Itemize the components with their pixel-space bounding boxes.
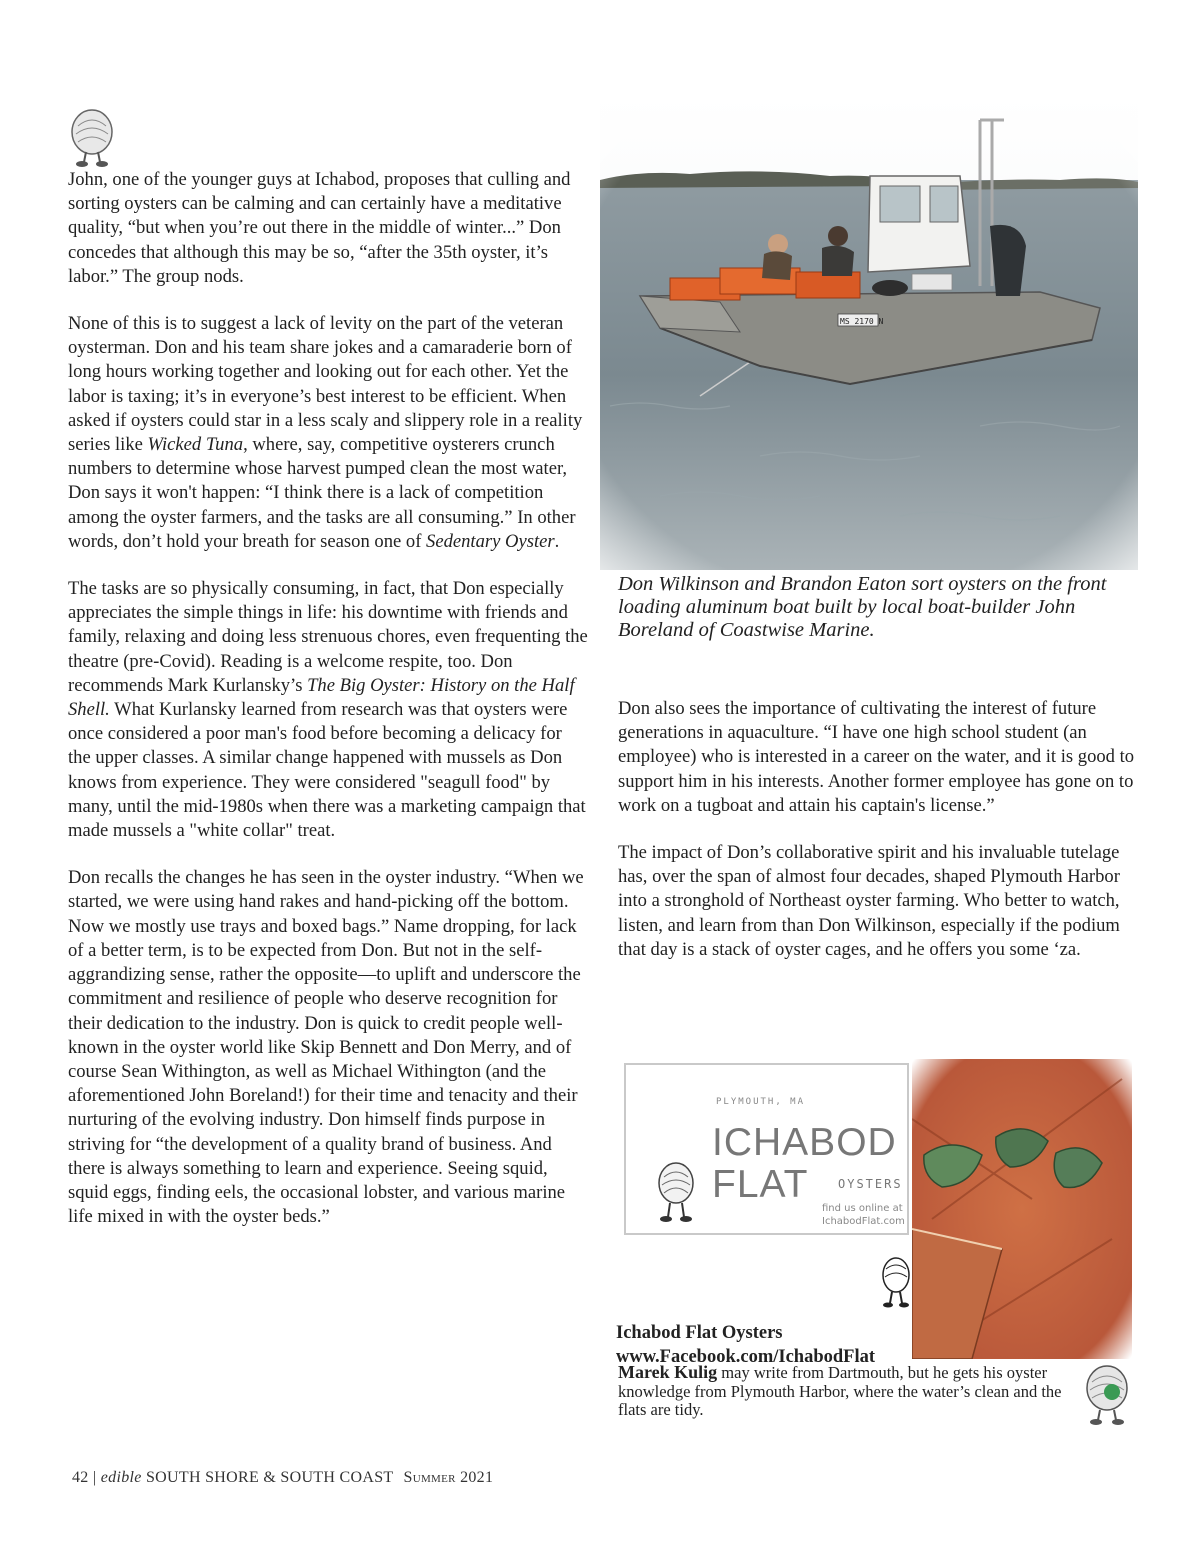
footer-separator: | bbox=[92, 1469, 97, 1486]
ad-location: PLYMOUTH, MA bbox=[716, 1097, 806, 1107]
paragraph: John, one of the younger guys at Ichabod, proposes that culling and sorting oysters can be calming and can certainly have a meditative quality, “but when you’re out there in the middle of winter...” Don concedes that although this may be so, “after the 35th oyster, it’s labor.” The group nods. bbox=[68, 169, 571, 287]
author-bio: Marek Kulig may write from Dartmouth, but he gets his oyster knowledge from Plymouth Harbor, where the water’s clean and the flats are tidy. bbox=[618, 1362, 1062, 1419]
right-column bbox=[618, 697, 1138, 985]
photo-caption: Don Wilkinson and Brandon Eaton sort oysters on the front loading aluminum boat built by local boat-builder John Boreland of Coastwise Marine. bbox=[618, 573, 1107, 641]
ad-subtitle: OYSTERS bbox=[838, 1177, 903, 1191]
paragraph: Don recalls the changes he has seen in the oyster industry. “When we started, we were using hand rakes and hand-picking off the bottom. Now we mostly use trays and boxed bags.” Name dropping, for lack of a better term, is to be expected from Don. But not in the self-aggrandizing sense, rather the opposite—to uplift and underscore the commitment and resilience of people who deserve recognition for their dedication to the industry. Don is quick to credit people well-known in the oyster world like Skip Bennett and Don Merry, and of course Sean Withington, as well as Michael Withington (and the aforementioned John Boreland!) for their time and tenacity and their nurturing of the evolving industry. Don himself finds purpose in striving for “the development of a quality brand of business. And there is always something to learn and experience. Seeing squid, squid eggs, finding eels, the occasional lobster, and various marine life mixed in with the oyster beds.” bbox=[68, 867, 584, 1228]
paragraph: The impact of Don’s collaborative spirit and his invaluable tutelage has, over the span of almost four decades, shaped Plymouth Harbor into a stronghold of Northeast oyster farming. Who better to watch, listen, and learn from than Don Wilkinson, especially if the podium that day is a stack of oyster cages, and he offers you some ‘za. bbox=[618, 842, 1120, 960]
oyster-logo-icon bbox=[654, 1159, 698, 1227]
ichabod-promo bbox=[616, 1055, 1132, 1367]
ad-url-label: find us online at bbox=[822, 1203, 903, 1214]
ad-brand-line1: ICHABOD bbox=[712, 1121, 897, 1164]
paragraph: The tasks are so physically consuming, in fact, that Don especially appreciates the simple things in life: his downtime with friends and family, relaxing and doing less strenuous chores, even frequenting the theatre (pre-Covid). Reading is a welcome respite, too. Don recommends Mark Kurlansky’s The Big Oyster: History on the Half Shell. What Kurlansky learned from research was that oysters were once considered a poor man's food before becoming a delicacy for the upper classes. A similar change happened with mussels as Don knows from experience. They were considered "seagull food" by many, until the mid-1980s when there was a marketing campaign that made mussels a "white collar" treat. bbox=[68, 578, 588, 842]
page-footer bbox=[72, 1469, 493, 1487]
left-column bbox=[68, 168, 588, 1252]
ad-url[interactable]: IchabodFlat.com bbox=[822, 1216, 905, 1227]
ad-brand-line2: FLAT bbox=[712, 1163, 809, 1206]
oyster-mascot-icon bbox=[68, 106, 120, 170]
author-name: Marek Kulig bbox=[618, 1362, 718, 1382]
pizza-photo bbox=[912, 1059, 1132, 1359]
footer-issue: Summer 2021 bbox=[403, 1469, 494, 1486]
page-number: 42 bbox=[72, 1469, 89, 1486]
footer-brand-italic: edible bbox=[100, 1469, 142, 1486]
promo-link[interactable]: www.Facebook.com/IchabodFlat bbox=[616, 1347, 875, 1367]
paragraph: Don also sees the importance of cultivating the interest of future generations in aquaculture. “I have one high school student (an employee) who is interested in a career on the water, and it is good to support him in his interests. Another former employee has gone on to work on a tugboat and attain his captain's license.” bbox=[618, 698, 1135, 816]
paragraph: None of this is to suggest a lack of levity on the part of the veteran oysterman. Don and his team share jokes and a camaraderie born of long hours working together and looking out for each other. Yet the labor is taxing; it’s in everyone’s best interest to be efficient. When asked if oysters could star in a less scaly and slippery role in a reality series like Wicked Tuna, where, say, competitive oysterers crunch numbers to determine whose harvest pumped clean the most water, Don says it won't happen: “I think there is a lack of competition among the oyster farmers, and the tasks are all consuming.” In other words, don’t hold your breath for season one of Sedentary Oyster. bbox=[68, 313, 583, 552]
promo-name: Ichabod Flat Oysters bbox=[616, 1323, 783, 1343]
ichabod-ad bbox=[624, 1063, 909, 1235]
footer-brand: SOUTH SHORE & SOUTH COAST bbox=[145, 1469, 394, 1486]
oyster-mascot-icon bbox=[878, 1255, 914, 1311]
oyster-mascot-icon bbox=[1082, 1362, 1132, 1428]
boat-photo bbox=[600, 96, 1138, 570]
